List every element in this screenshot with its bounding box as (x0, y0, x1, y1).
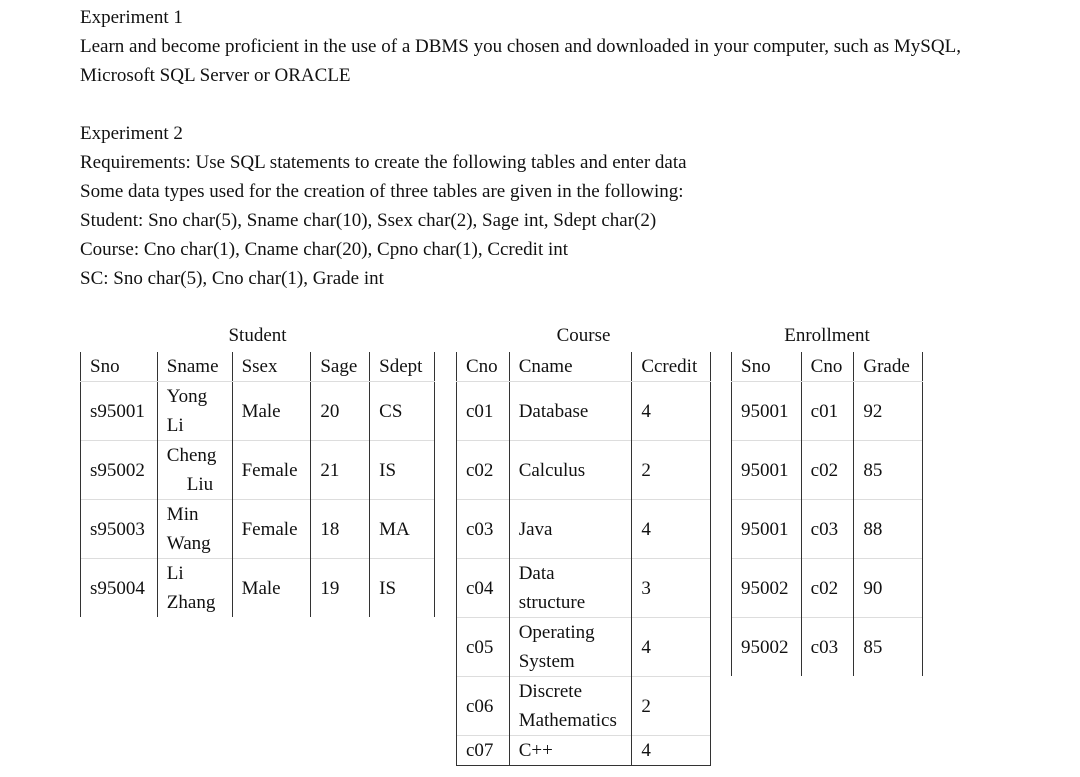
sname-line: Liu (186, 474, 214, 495)
cno-cell: c04 (457, 559, 510, 618)
table-header-row (81, 352, 435, 382)
experiment1-title: Experiment 1 (80, 7, 183, 28)
column-header: Grade (854, 352, 923, 382)
cname-cell (509, 559, 632, 618)
ccredit-cell: 4 (632, 618, 711, 677)
cno-cell: c02 (801, 441, 854, 500)
column-header: Cno (801, 352, 854, 382)
course-types-line: Course: Cno char(1), Cname char(20), Cpno char(1), Ccredit int (80, 239, 569, 260)
cname-line: Discrete (518, 681, 583, 702)
table-row (81, 500, 435, 559)
ccredit-cell: 4 (632, 382, 711, 441)
table-row (457, 441, 711, 500)
grade-cell: 85 (854, 441, 923, 500)
sno-cell: s95002 (81, 441, 158, 500)
table-row (732, 500, 923, 559)
sno-cell: s95001 (81, 382, 158, 441)
sage-cell: 21 (311, 441, 370, 500)
enrollment-table-caption: Enrollment (784, 325, 870, 346)
sno-cell: s95004 (81, 559, 158, 618)
table-row (732, 618, 923, 677)
sno-cell: s95003 (81, 500, 158, 559)
cname-cell (509, 736, 632, 766)
sc-types-line: SC: Sno char(5), Cno char(1), Grade int (80, 268, 384, 289)
course-table-caption: Course (556, 325, 611, 346)
sname-cell (157, 441, 232, 500)
sname-cell (157, 382, 232, 441)
cname-cell (509, 500, 632, 559)
table-row (732, 559, 923, 618)
sno-cell: 95001 (732, 500, 802, 559)
cname-line: Calculus (518, 459, 586, 481)
column-header: Sage (311, 352, 370, 382)
cname-cell (509, 441, 632, 500)
ssex-cell: Female (232, 441, 311, 500)
course-table (456, 352, 711, 766)
cno-cell: c01 (801, 382, 854, 441)
table-row (81, 559, 435, 618)
ccredit-cell: 4 (632, 736, 711, 766)
table-row (732, 382, 923, 441)
cno-cell: c03 (457, 500, 510, 559)
column-header: Sname (157, 352, 232, 382)
table-row (457, 559, 711, 618)
ccredit-cell: 4 (632, 500, 711, 559)
sno-cell: 95001 (732, 382, 802, 441)
sdept-cell: IS (370, 559, 435, 618)
cno-cell: c05 (457, 618, 510, 677)
grade-cell: 88 (854, 500, 923, 559)
cname-cell (509, 677, 632, 736)
column-header: Ccredit (632, 352, 711, 382)
column-header: Sno (81, 352, 158, 382)
sdept-cell: CS (370, 382, 435, 441)
cno-cell: c07 (457, 736, 510, 766)
column-header: Sno (732, 352, 802, 382)
cno-cell: c01 (457, 382, 510, 441)
table-row (457, 382, 711, 441)
table-row (81, 382, 435, 441)
cname-line: Database (518, 400, 589, 422)
sno-cell: 95001 (732, 441, 802, 500)
ccredit-cell: 2 (632, 677, 711, 736)
experiment1-line1: Learn and become proficient in the use of a DBMS you chosen and downloaded in your computer, such as MySQL, (80, 36, 961, 57)
grade-cell: 92 (854, 382, 923, 441)
ccredit-cell: 2 (632, 441, 711, 500)
sname-line: Wang (166, 533, 211, 554)
cno-cell: c02 (801, 559, 854, 618)
sno-cell: 95002 (732, 559, 802, 618)
student-types-line: Student: Sno char(5), Sname char(10), Ssex char(2), Sage int, Sdept char(2) (80, 210, 657, 231)
sname-cell (157, 500, 232, 559)
sname-line: Li (166, 415, 184, 436)
sname-line: Li (166, 563, 184, 584)
student-table (80, 352, 435, 617)
cname-line: Java (518, 518, 553, 540)
cname-cell (509, 618, 632, 677)
sdept-cell: MA (370, 500, 435, 559)
table-row (457, 736, 711, 766)
table-row (732, 441, 923, 500)
table-row (457, 500, 711, 559)
table-row (457, 618, 711, 677)
grade-cell: 90 (854, 559, 923, 618)
column-header: Cname (509, 352, 632, 382)
sdept-cell: IS (370, 441, 435, 500)
table-row (81, 441, 435, 500)
column-header: Ssex (232, 352, 311, 382)
grade-cell: 85 (854, 618, 923, 677)
enrollment-table (731, 352, 923, 676)
cname-line: C++ (518, 740, 553, 761)
column-header: Sdept (370, 352, 435, 382)
ssex-cell: Female (232, 500, 311, 559)
table-row (457, 677, 711, 736)
cno-cell: c03 (801, 618, 854, 677)
sname-line: Zhang (166, 592, 216, 613)
cno-cell: c02 (457, 441, 510, 500)
column-header: Cno (457, 352, 510, 382)
sno-cell: 95002 (732, 618, 802, 677)
student-table-caption: Student (228, 325, 287, 346)
experiment2-types-intro: Some data types used for the creation of three tables are given in the following: (80, 181, 684, 202)
ssex-cell: Male (232, 559, 311, 618)
sage-cell: 20 (311, 382, 370, 441)
cname-cell (509, 382, 632, 441)
sname-line: Min (166, 504, 199, 525)
cname-line: structure (518, 592, 586, 613)
cno-cell: c03 (801, 500, 854, 559)
experiment2-title: Experiment 2 (80, 123, 183, 144)
ccredit-cell: 3 (632, 559, 711, 618)
sage-cell: 18 (311, 500, 370, 559)
sage-cell: 19 (311, 559, 370, 618)
table-header-row (457, 352, 711, 382)
cname-line: Data (518, 563, 555, 584)
experiment1-line2: Microsoft SQL Server or ORACLE (80, 65, 351, 86)
cname-line: Mathematics (518, 710, 617, 731)
experiment2-requirements: Requirements: Use SQL statements to create the following tables and enter data (80, 152, 687, 173)
cname-line: Operating (518, 622, 595, 643)
sname-line: Cheng (166, 445, 217, 466)
table-header-row (732, 352, 923, 382)
sname-cell (157, 559, 232, 618)
sname-line: Yong (166, 386, 208, 407)
ssex-cell: Male (232, 382, 311, 441)
cno-cell: c06 (457, 677, 510, 736)
cname-line: System (518, 651, 575, 672)
